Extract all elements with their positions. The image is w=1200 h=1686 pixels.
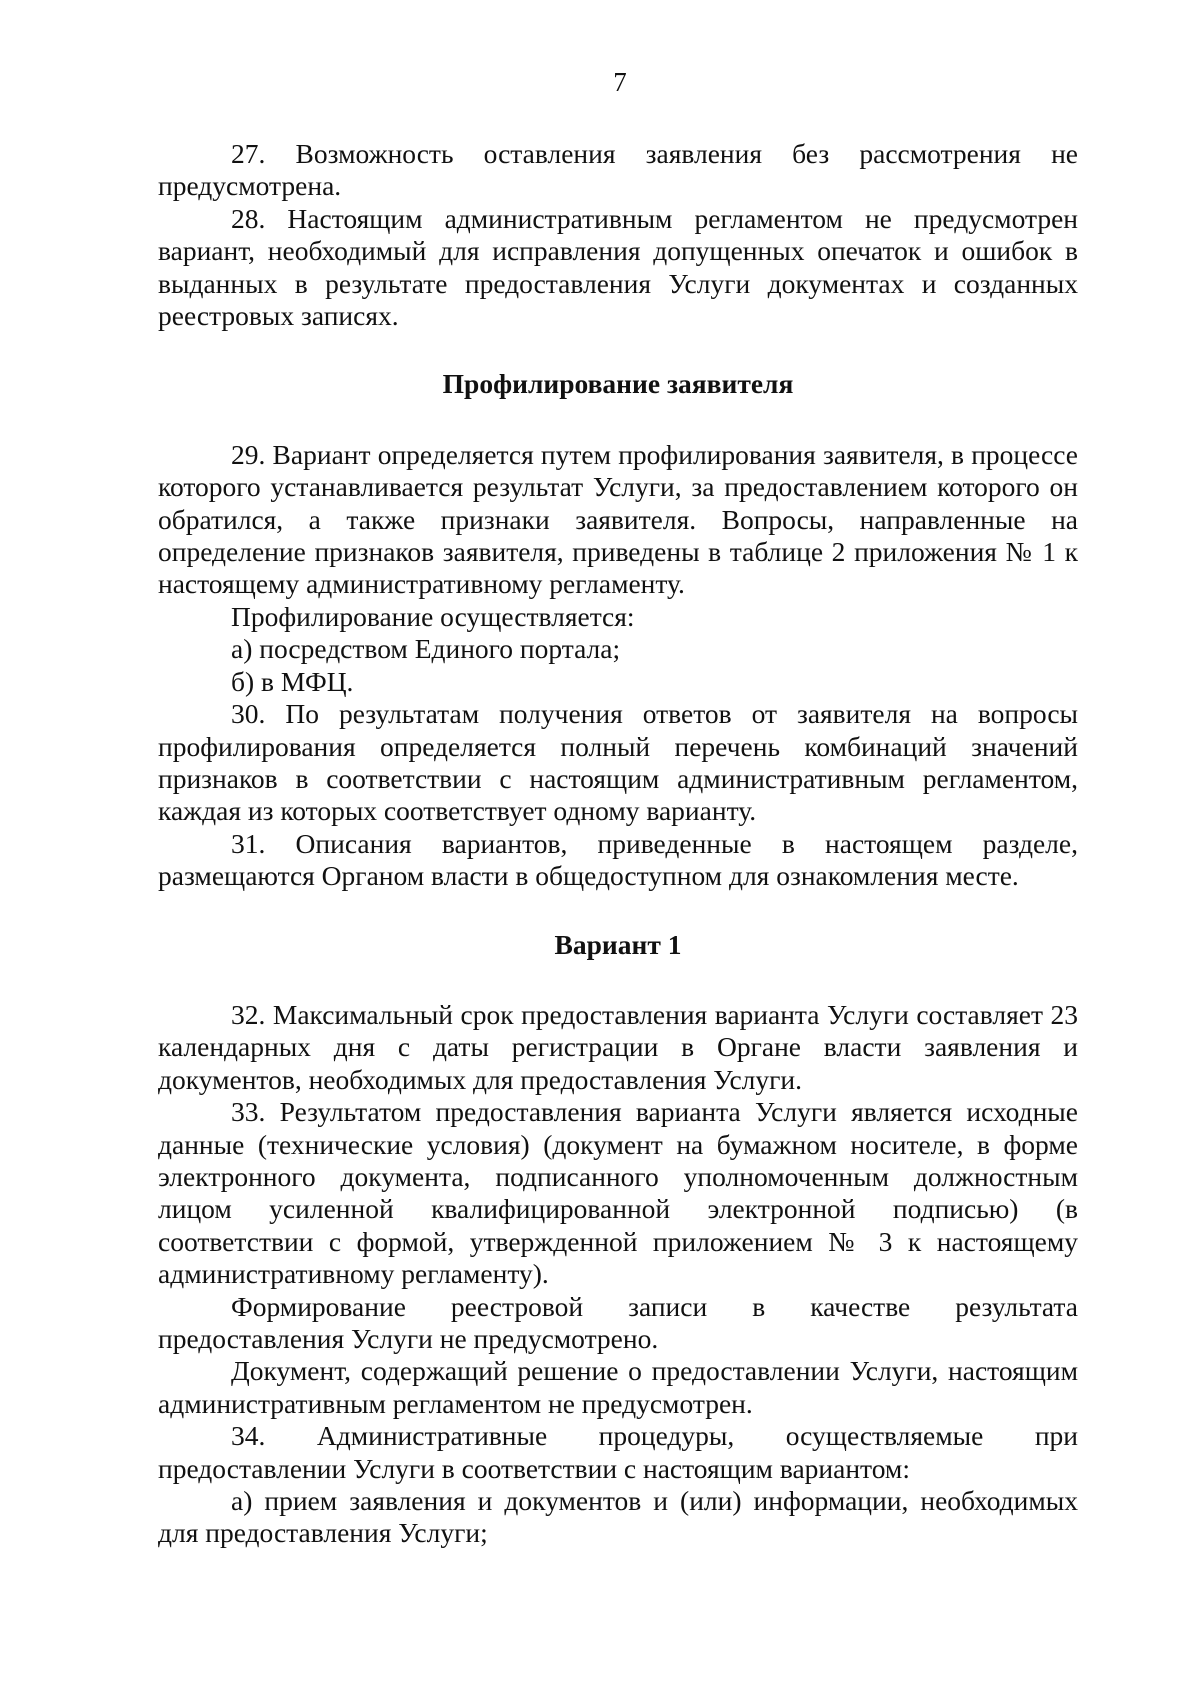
paragraph-30: 30. По результатам получения ответов от заявителя на вопросы профилирования определяется полный перечень комбинаций значений признаков в соответствии с настоящим административным регламентом, каждая из которых соответствует одному варианту. <box>158 698 1078 827</box>
paragraph-29-item-b: б) в МФЦ. <box>231 665 354 697</box>
document-body <box>158 138 1078 1550</box>
paragraph-32: 32. Максимальный срок предоставления варианта Услуги составляет 23 календарных дня с даты регистрации в Органе власти заявления и документов, необходимых для предоставления Услуги. <box>158 998 1078 1095</box>
paragraph-29-profiling: Профилирование осуществляется: <box>231 600 635 632</box>
paragraph-34-item-a: а) прием заявления и документов и (или) информации, необходимых для предоставления Услуги; <box>158 1485 1078 1549</box>
paragraph-29-item-a: а) посредством Единого портала; <box>231 633 621 665</box>
heading-variant-1: Вариант 1 <box>554 928 682 960</box>
paragraph-34: 34. Административные процедуры, осуществляемые при предоставлении Услуги в соответствии с настоящим вариантом: <box>158 1420 1078 1484</box>
paragraph-27: 27. Возможность оставления заявления без рассмотрения не предусмотрена. <box>158 138 1078 202</box>
paragraph-33-registry: Формирование реестровой записи в качестве результата предоставления Услуги не предусмотрено. <box>158 1290 1078 1354</box>
paragraph-28: 28. Настоящим административным регламентом не предусмотрен вариант, необходимый для исправления допущенных опечаток и ошибок в выданных в результате предоставления Услуги документах и созданных реестровых записях. <box>158 202 1078 332</box>
paragraph-29: 29. Вариант определяется путем профилирования заявителя, в процессе которого устанавливается результат Услуги, за предоставлением которого он обратился, а также признаки заявителя. Вопросы, направленные на определение признаков заявителя, приведены в таблице 2 приложения № 1 к настоящему административному регламенту. <box>158 438 1078 600</box>
paragraph-31: 31. Описания вариантов, приведенные в настоящем разделе, размещаются Органом власти в общедоступном для ознакомления месте. <box>158 827 1078 892</box>
heading-profiling: Профилирование заявителя <box>442 368 794 400</box>
page-number: 7 <box>613 67 627 97</box>
paragraph-33: 33. Результатом предоставления варианта Услуги является исходные данные (технические условия) (документ на бумажном носителе, в форме электронного документа, подписанного уполномоченным должностным лицом усиленной квалифицированной электронной подписью) (в соответствии с формой, утвержденной приложением № 3 к настоящему административному регламенту). <box>158 1096 1078 1290</box>
paragraph-33-document: Документ, содержащий решение о предоставлении Услуги, настоящим административным регламентом не предусмотрен. <box>158 1355 1078 1419</box>
